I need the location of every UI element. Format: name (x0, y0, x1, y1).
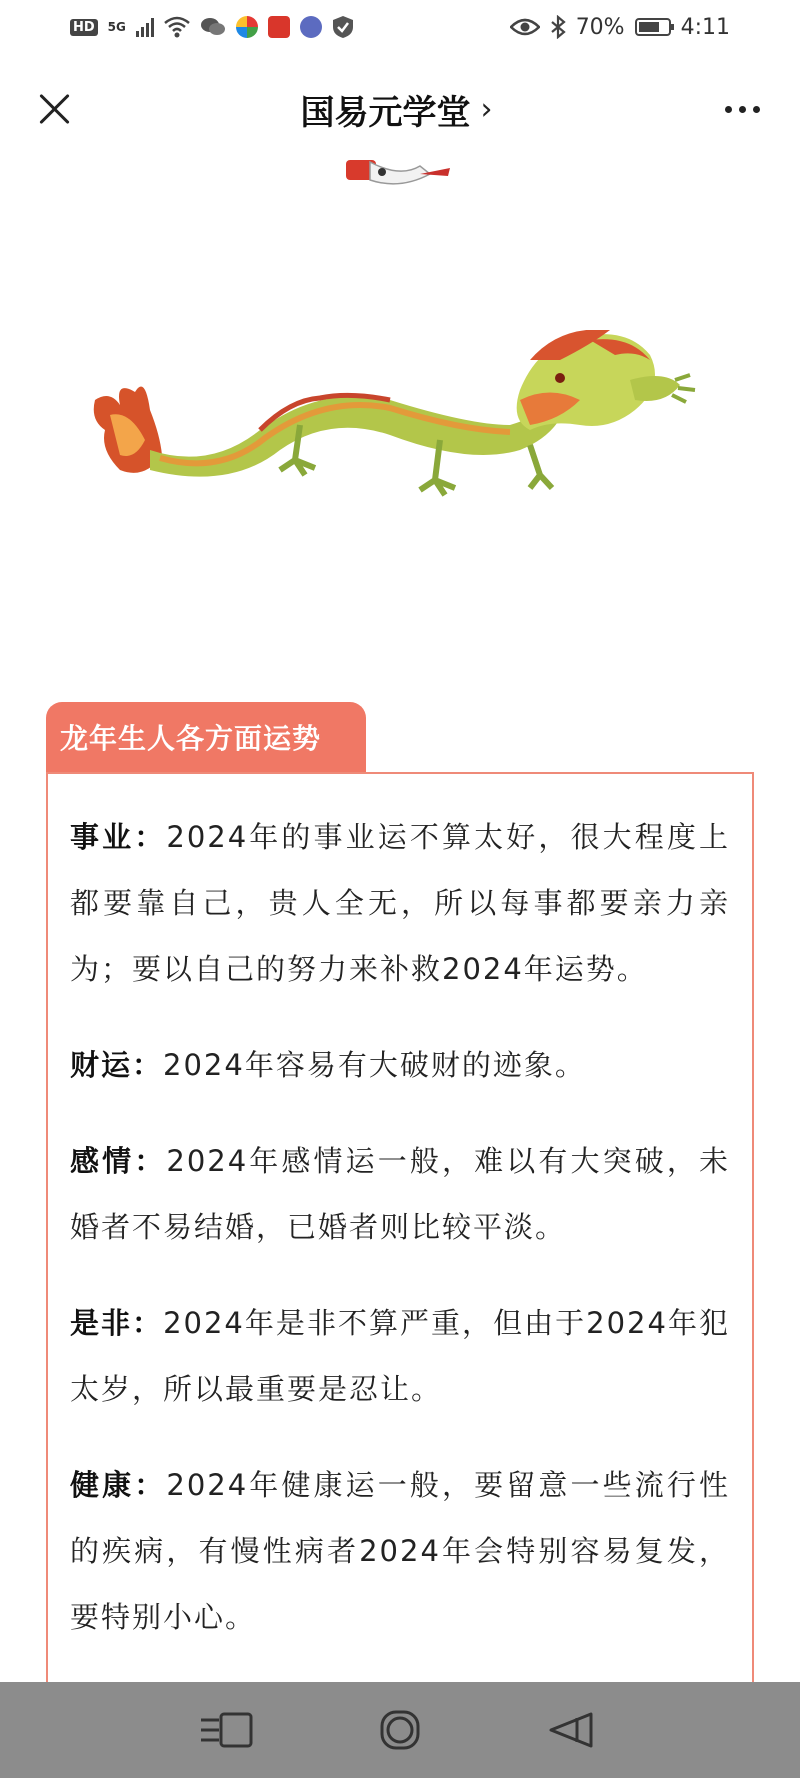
entry-text: 2024年是非不算严重，但由于2024年犯太岁，所以最重要是忍让。 (70, 1306, 730, 1406)
music-app-icon (300, 16, 322, 38)
clock: 4:11 (680, 14, 730, 40)
status-bar (0, 0, 800, 54)
status-right (510, 15, 730, 40)
taobao-app-icon (268, 16, 290, 38)
dragon-illustration (90, 330, 700, 530)
decorative-image (330, 160, 480, 210)
wifi-icon (164, 16, 190, 38)
fortune-list (70, 804, 730, 1680)
more-icon[interactable] (719, 96, 766, 123)
fortune-item-love (70, 1128, 730, 1260)
home-nav-icon (378, 1708, 422, 1752)
entry-label: 财运： (70, 1048, 164, 1082)
fortune-item-wealth (70, 1032, 730, 1098)
back-nav-icon (547, 1710, 599, 1750)
entry-label: 健康： (70, 1468, 167, 1502)
shield-icon (332, 15, 354, 39)
bluetooth-icon (550, 15, 566, 39)
entry-label: 是非： (70, 1306, 164, 1340)
network-type: 5G (107, 20, 126, 34)
title-bar (0, 54, 800, 164)
fortune-item-career (70, 804, 730, 1002)
entry-text: 2024年健康运一般，要留意一些流行性的疾病，有慢性病者2024年会特别容易复发，要特别小心。 (70, 1468, 730, 1634)
system-nav-bar (0, 1682, 800, 1778)
signal-icon (136, 17, 154, 37)
browser-app-icon (236, 16, 258, 38)
section-heading: 龙年生人各方面运势 (60, 722, 322, 755)
fortune-item-health (70, 1452, 730, 1650)
battery-icon (635, 18, 671, 36)
menu-nav-icon (199, 1710, 255, 1750)
entry-text: 2024年感情运一般，难以有大突破，未婚者不易结婚，已婚者则比较平淡。 (70, 1144, 730, 1244)
page-title: 国易元学堂 (300, 92, 471, 133)
battery-percent: 70% (575, 14, 625, 40)
chevron-right-icon: › (480, 91, 493, 127)
entry-label: 感情： (70, 1144, 167, 1178)
fortune-item-disputes (70, 1290, 730, 1422)
status-left (70, 15, 354, 39)
entry-text: 2024年容易有大破财的迹象。 (163, 1048, 586, 1082)
eye-icon (510, 17, 540, 37)
close-icon[interactable] (34, 89, 74, 129)
entry-label: 事业： (70, 820, 167, 854)
entry-text: 2024年的事业运不算太好，很大程度上都要靠自己，贵人全无，所以每事都要亲力亲为；要以自己的努力来补救2024年运势。 (70, 820, 730, 986)
menu-nav-button[interactable] (197, 1700, 257, 1760)
home-nav-button[interactable] (370, 1700, 430, 1760)
section-tab (46, 702, 366, 772)
account-title-link[interactable] (301, 85, 493, 134)
wechat-icon (200, 16, 226, 38)
hd-badge: HD (70, 19, 98, 36)
back-nav-button[interactable] (543, 1700, 603, 1760)
fortune-card (46, 772, 754, 1722)
